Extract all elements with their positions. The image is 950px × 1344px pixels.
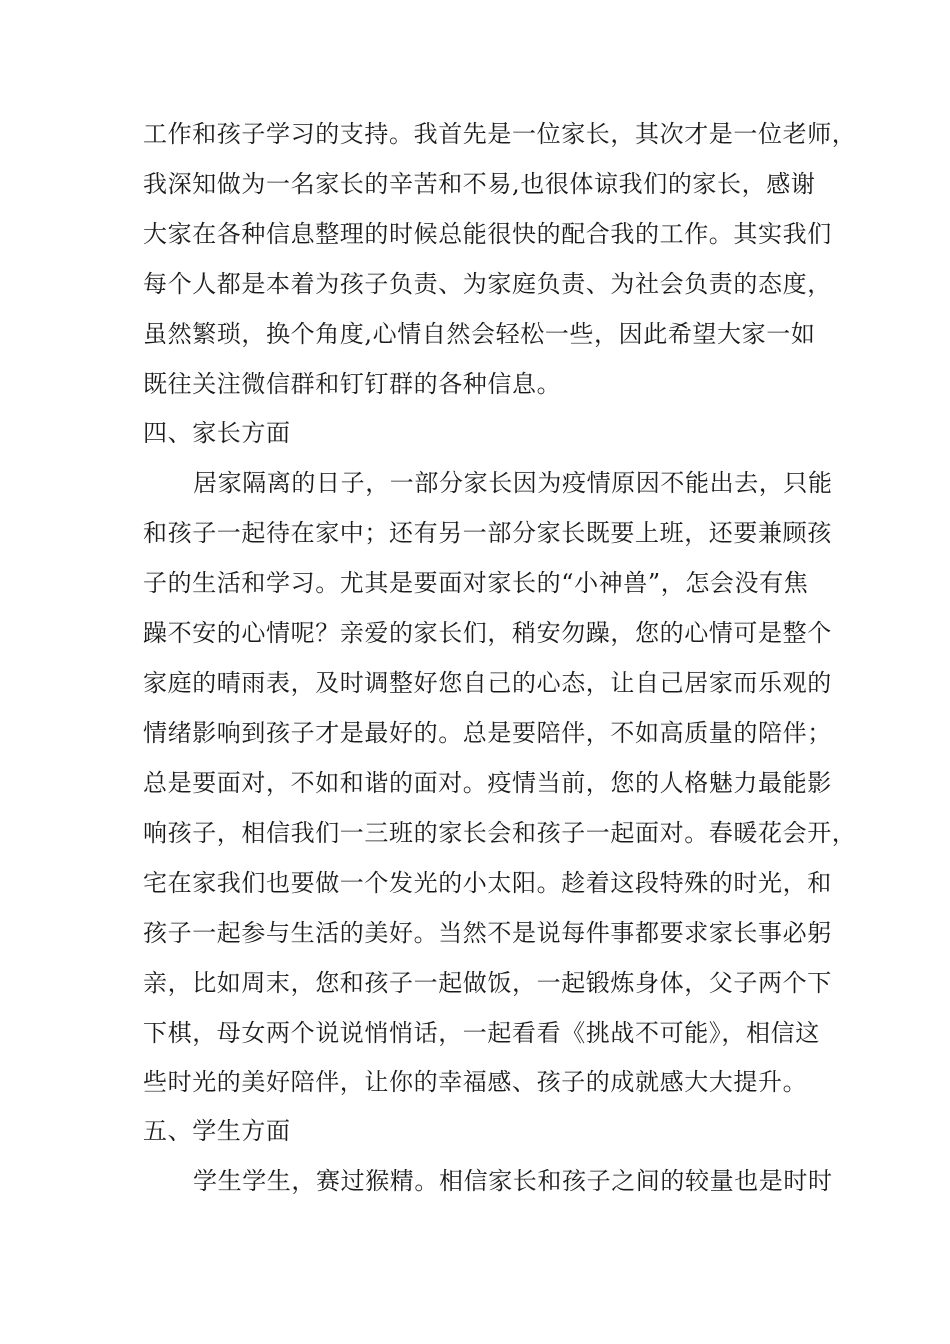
paragraph-line: 宅在家我们也要做一个发光的小太阳。趁着这段特殊的时光，和	[143, 869, 832, 897]
paragraph-line: 些时光的美好陪伴，让你的幸福感、孩子的成就感大大提升。	[143, 1068, 808, 1096]
paragraph-line: 躁不安的心情呢？亲爱的家长们，稍安勿躁，您的心情可是整个	[143, 619, 832, 647]
paragraph-line: 子的生活和学习。尤其是要面对家长的“小神兽”，怎会没有焦	[143, 569, 809, 597]
paragraph-line: 每个人都是本着为孩子负责、为家庭负责、为社会负责的态度，	[143, 270, 832, 298]
section-heading: 四、家长方面	[143, 419, 291, 447]
paragraph-line: 情绪影响到孩子才是最好的。总是要陪伴，不如高质量的陪伴；	[143, 719, 832, 747]
paragraph-line: 学生学生，赛过猴精。相信家长和孩子之间的较量也是时时	[193, 1167, 833, 1195]
paragraph-line: 家庭的晴雨表，及时调整好您自己的心态，让自己居家而乐观的	[143, 669, 832, 697]
paragraph-line: 响孩子，相信我们一三班的家长会和孩子一起面对。春暖花会开，	[143, 819, 857, 847]
paragraph-line: 孩子一起参与生活的美好。当然不是说每件事都要求家长事必躬	[143, 919, 832, 947]
paragraph-line: 我深知做为一名家长的辛苦和不易,也很体谅我们的家长，感谢	[143, 170, 816, 198]
paragraph-line: 既往关注微信群和钉钉群的各种信息。	[143, 370, 562, 398]
paragraph-line: 和孩子一起待在家中；还有另一部分家长既要上班，还要兼顾孩	[143, 519, 832, 547]
paragraph-line: 大家在各种信息整理的时候总能很快的配合我的工作。其实我们	[143, 220, 832, 248]
paragraph-line: 亲，比如周末，您和孩子一起做饭，一起锻炼身体，父子两个下	[143, 969, 832, 997]
paragraph-line: 下棋，母女两个说说悄悄话，一起看看《挑战不可能》，相信这	[143, 1019, 820, 1047]
paragraph-line: 虽然繁琐，换个角度,心情自然会轻松一些，因此希望大家一如	[143, 320, 816, 348]
paragraph-line: 总是要面对，不如和谐的面对。疫情当前，您的人格魅力最能影	[143, 769, 832, 797]
paragraph-line: 居家隔离的日子，一部分家长因为疫情原因不能出去，只能	[193, 469, 833, 497]
paragraph-line: 工作和孩子学习的支持。我首先是一位家长，其次才是一位老师，	[143, 120, 857, 148]
section-heading: 五、学生方面	[143, 1117, 291, 1145]
